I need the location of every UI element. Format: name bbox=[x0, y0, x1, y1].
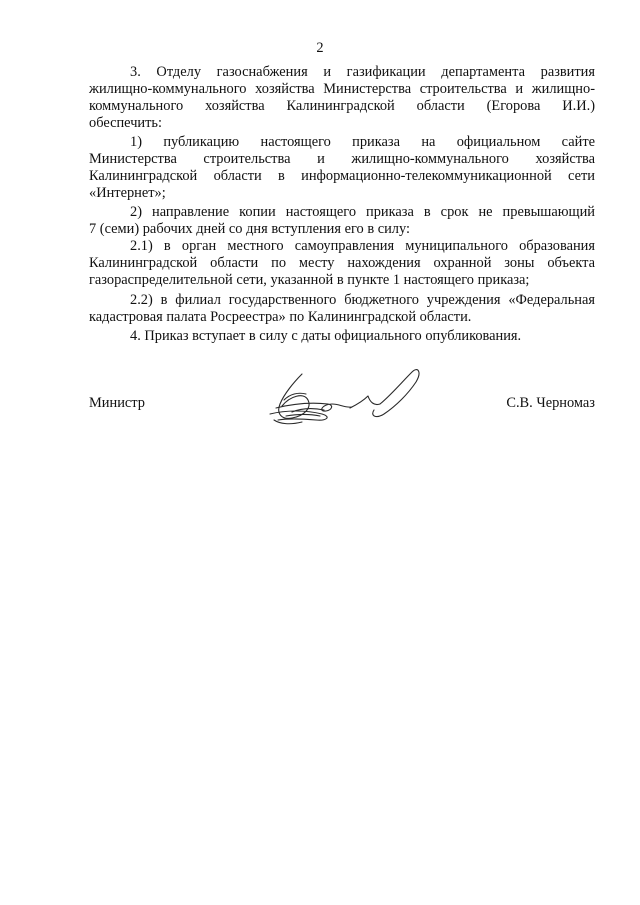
signatory-name: С.В. Черномаз bbox=[506, 395, 595, 411]
item-2-1-line-3: газораспределительной сети, указанной в пункте 1 настоящего приказа; bbox=[89, 272, 530, 288]
paragraph-3-line-1: 3. Отделу газоснабжения и газификации департамента развития bbox=[130, 64, 595, 80]
item-2-2-line-1: 2.2) в филиал государственного бюджетного учреждения «Федеральная bbox=[130, 292, 595, 308]
item-1-line-2: Министерства строительства и жилищно-коммунального хозяйства bbox=[89, 151, 595, 167]
paragraph-4: 4. Приказ вступает в силу с даты официального опубликования. bbox=[130, 328, 522, 344]
handwritten-signature bbox=[262, 364, 426, 436]
item-2-line-2: 7 (семи) рабочих дней со дня вступления его в силу: bbox=[89, 221, 410, 237]
item-1-line-3: Калининградской области в информационно-телекоммуникационной сети bbox=[89, 168, 595, 184]
item-2-1-line-2: Калининградской области по месту нахождения охранной зоны объекта bbox=[89, 255, 595, 271]
item-1-line-1: 1) публикацию настоящего приказа на официальном сайте bbox=[130, 134, 595, 150]
item-1-line-4: «Интернет»; bbox=[89, 185, 166, 201]
paragraph-3-line-3: коммунального хозяйства Калининградской области (Егорова И.И.) bbox=[89, 98, 595, 114]
paragraph-3-line-2: жилищно-коммунального хозяйства Министерства строительства и жилищно- bbox=[89, 81, 595, 97]
item-2-1-line-1: 2.1) в орган местного самоуправления муниципального образования bbox=[130, 238, 595, 254]
page-number: 2 bbox=[316, 40, 324, 56]
paragraph-3-line-4: обеспечить: bbox=[89, 115, 162, 131]
item-2-line-1: 2) направление копии настоящего приказа в срок не превышающий bbox=[130, 204, 595, 220]
signatory-title: Министр bbox=[89, 395, 145, 411]
item-2-2-line-2: кадастровая палата Росреестра» по Калининградской области. bbox=[89, 309, 472, 325]
